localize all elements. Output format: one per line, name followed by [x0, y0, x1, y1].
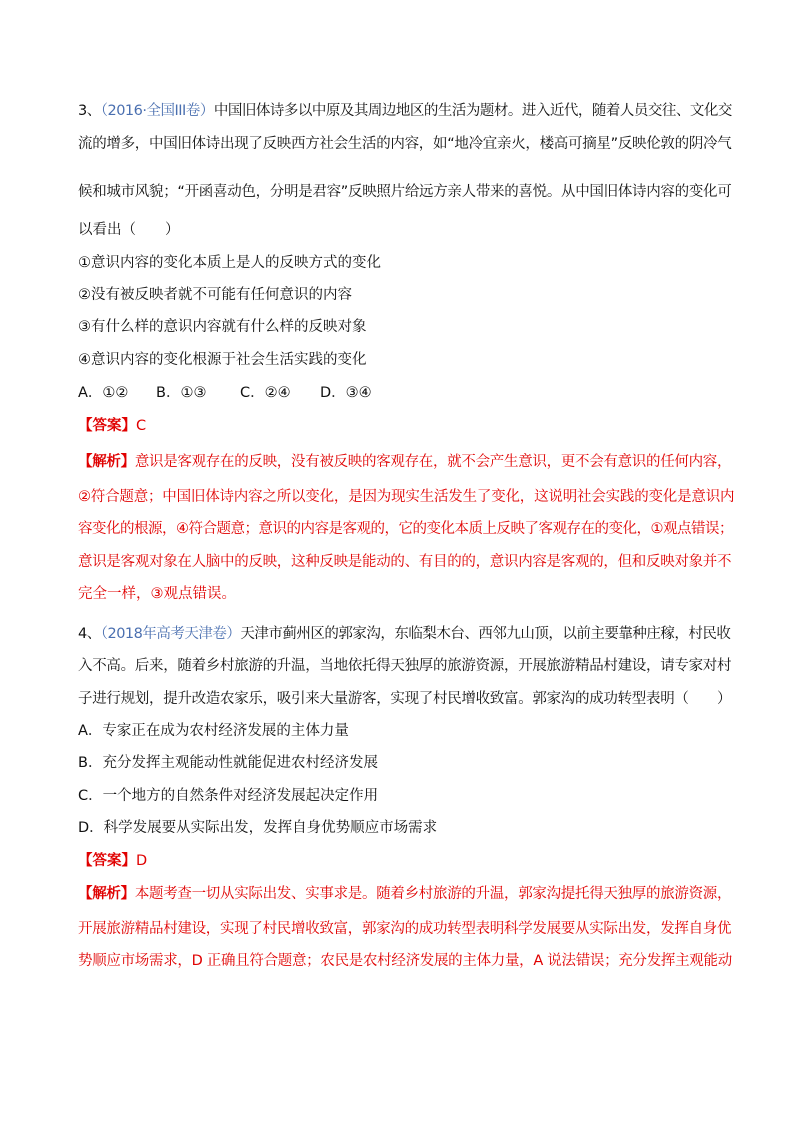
q4-source: （2018年高考天津卷） — [100, 626, 241, 642]
q3-statement-2: ②没有被反映者就不可能有任何意识的内容 — [78, 287, 352, 303]
q3-stem-line-3: 候和城市风貌；“开函喜动色，分明是君容”反映照片给远方亲人带来的喜悦。从中国旧体诗内容的变化可 — [78, 184, 732, 200]
q4-option-c: C．一个地方的自然条件对经济发展起决定作用 — [78, 788, 379, 804]
q3-stem-line-2: 流的增多，中国旧体诗出现了反映西方社会生活的内容，如“地冷宜亲火，楼高可摘星”反映伦敦的阴冷气 — [78, 136, 732, 152]
q4-stem-line-2: 入不高。后来，随着乡村旅游的升温，当地依托得天独厚的旅游资源，开展旅游精品村建设，请专家对村 — [78, 658, 732, 674]
q4-analysis-line-2: 开展旅游精品村建设，实现了村民增收致富，郭家沟的成功转型表明科学发展要从实际出发，发挥自身优 — [78, 921, 732, 937]
q4-stem-line-3: 子进行规划，提升改造农家乐，吸引来大量游客，实现了村民增收致富。郭家沟的成功转型表明（ ） — [78, 691, 732, 707]
q3-analysis-line-5: 完全一样，③观点错误。 — [78, 586, 236, 602]
q3-stem-line-4: 以看出（ ） — [78, 222, 180, 238]
q3-statement-3: ③有什么样的意识内容就有什么样的反映对象 — [78, 319, 367, 335]
q4-answer-value: D — [136, 853, 148, 869]
q4-option-b: B．充分发挥主观能动性就能促进农村经济发展 — [78, 755, 378, 771]
q4-analysis-line-3: 势顺应市场需求，D 正确且符合题意；农民是农村经济发展的主体力量，A 说法错误；充分发挥主观能动 — [78, 953, 732, 969]
q3-analysis-label: 【解析】 — [78, 454, 135, 470]
q3-option-a: A．①② — [78, 385, 129, 401]
q3-answer — [78, 416, 146, 436]
q4-analysis-line-1: 【解析】本题考查一切从实际出发、实事求是。随着乡村旅游的升温，郭家沟提托得天独厚的旅游资源， — [78, 886, 732, 902]
q3-statement-4: ④意识内容的变化根源于社会生活实践的变化 — [78, 352, 367, 368]
q4-stem-line-1: 4、（2018年高考天津卷）天津市蓟州区的郭家沟，东临梨木台、西邻九山顶，以前主要靠种庄稼，村民收 — [78, 626, 731, 642]
q3-source: （2016·全国III卷） — [100, 103, 214, 119]
q3-statement-1: ①意识内容的变化本质上是人的反映方式的变化 — [78, 255, 381, 271]
q3-analysis-line-3: 容变化的根源，④符合题意；意识的内容是客观的，它的变化本质上反映了客观存在的变化，①观点错误； — [78, 521, 733, 537]
q3-answer-label: 【答案】 — [78, 418, 136, 434]
q4-option-d: D．科学发展要从实际出发，发挥自身优势顺应市场需求 — [78, 820, 438, 836]
q4-option-a: A．专家正在成为农村经济发展的主体力量 — [78, 723, 349, 739]
q3-option-b: B．①③ — [156, 385, 207, 401]
q3-option-c: C．②④ — [240, 385, 291, 401]
q4-analysis-label: 【解析】 — [78, 886, 135, 902]
q3-options — [78, 383, 372, 403]
q3-option-d: D．③④ — [320, 385, 372, 401]
q4-number: 4、 — [78, 626, 101, 642]
q3-number: 3、 — [78, 103, 101, 119]
q3-stem-line-1: 3、（2016·全国III卷）中国旧体诗多以中原及其周边地区的生活为题材。进入近代，随着人员交往、文化交 — [78, 103, 732, 119]
q3-answer-value: C — [136, 418, 147, 434]
q3-analysis-line-1: 【解析】意识是客观存在的反映，没有被反映的客观存在，就不会产生意识，更不会有意识的任何内容， — [78, 454, 732, 470]
q4-answer — [78, 851, 147, 871]
q4-answer-label: 【答案】 — [78, 853, 136, 869]
q3-analysis-line-2: ②符合题意；中国旧体诗内容之所以变化，是因为现实生活发生了变化，这说明社会实践的变化是意识内 — [78, 489, 735, 505]
q3-analysis-line-4: 意识是客观对象在人脑中的反映，这种反映是能动的、有目的的，意识内容是客观的，但和反映对象并不 — [78, 554, 732, 570]
